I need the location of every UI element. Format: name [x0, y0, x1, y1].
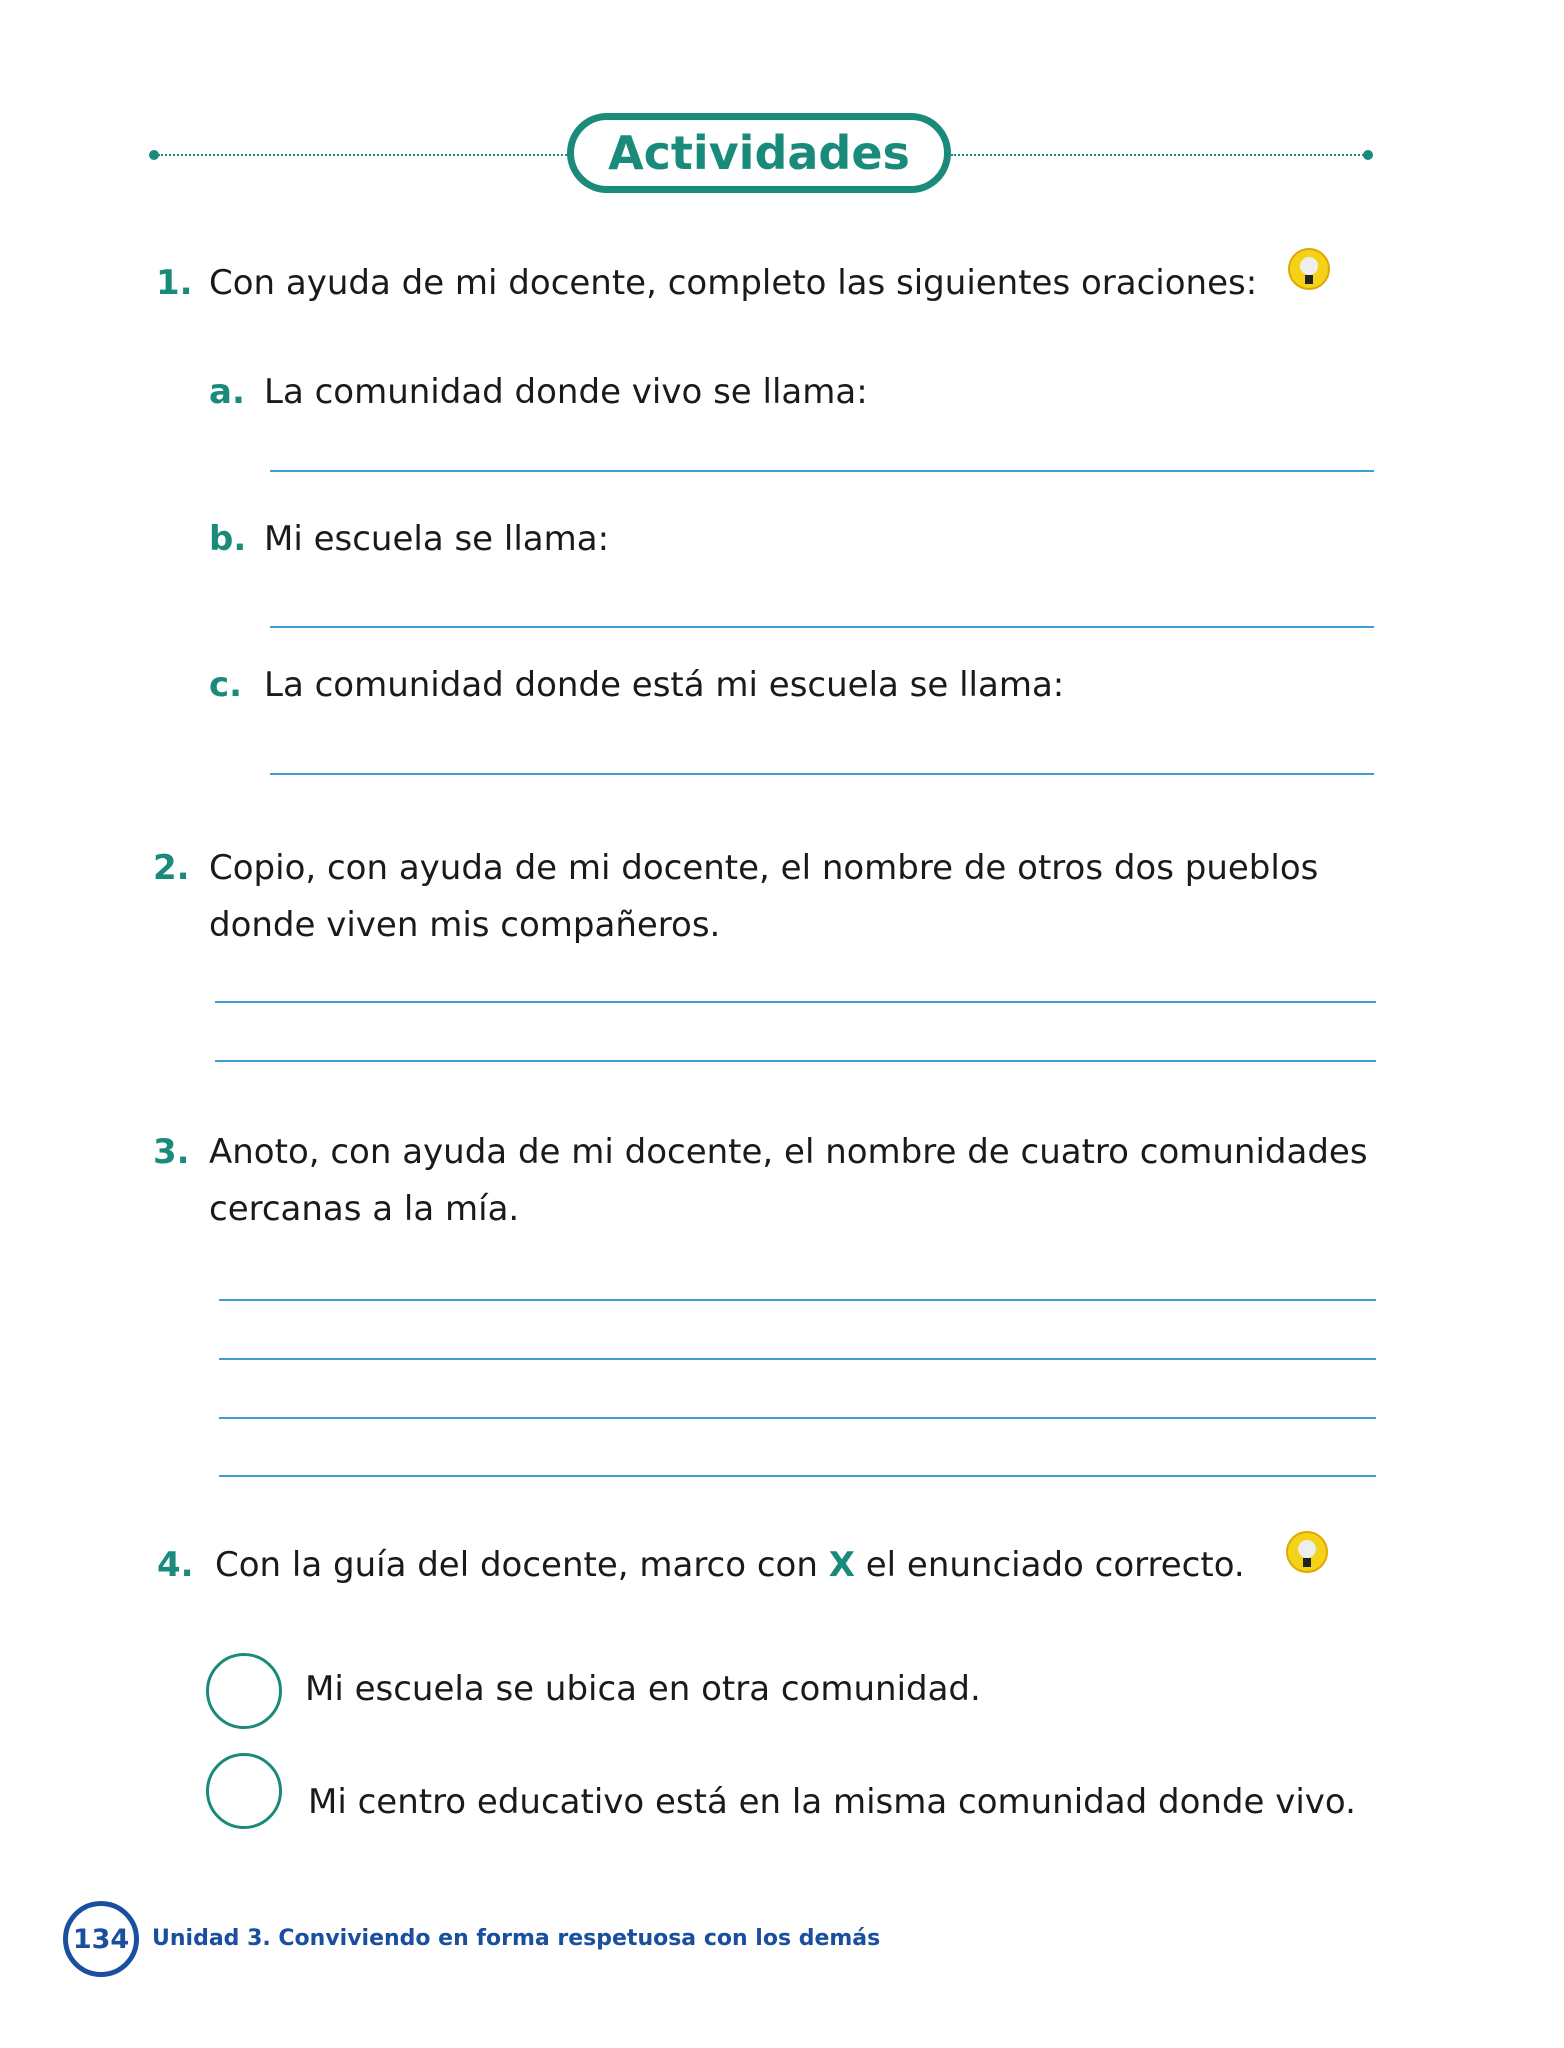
q2-answer-line[interactable] [215, 1001, 1376, 1003]
option-2-checkbox[interactable] [206, 1753, 282, 1829]
q3-answer-line[interactable] [219, 1417, 1376, 1419]
section-title: Actividades [608, 126, 910, 180]
q1b-text: Mi escuela se llama: [264, 519, 610, 559]
q2-number: 2. [153, 848, 190, 888]
q1c-letter: c. [209, 665, 243, 705]
q3-text-line2: cercanas a la mía. [209, 1189, 520, 1229]
option-1-text: Mi escuela se ubica en otra comunidad. [305, 1669, 981, 1709]
lightbulb-icon [1285, 1530, 1329, 1578]
q1a-text: La comunidad donde vivo se llama: [264, 372, 868, 412]
q3-number: 3. [153, 1132, 190, 1172]
page-number: 134 [72, 1923, 130, 1955]
lightbulb-icon [1287, 247, 1331, 295]
header-dot-right [1363, 150, 1373, 160]
option-2-text: Mi centro educativo está en la misma comunidad donde vivo. [308, 1782, 1356, 1822]
q1a-answer-line[interactable] [270, 470, 1374, 472]
page-number-badge [63, 1901, 139, 1977]
section-title-pill [567, 113, 951, 193]
q1c-answer-line[interactable] [270, 773, 1374, 775]
header-divider-right [951, 154, 1364, 156]
q3-text-line1: Anoto, con ayuda de mi docente, el nombre de cuatro comunidades [209, 1132, 1368, 1172]
q4-mark: X [828, 1545, 855, 1585]
header-divider-left [158, 154, 567, 156]
q1c-text: La comunidad donde está mi escuela se llama: [264, 665, 1065, 705]
q4-text-after: el enunciado correcto. [854, 1545, 1245, 1585]
q2-text-line2: donde viven mis compañeros. [209, 905, 721, 945]
q3-answer-line[interactable] [219, 1475, 1376, 1477]
q1-text: Con ayuda de mi docente, completo las siguientes oraciones: [209, 263, 1258, 303]
q4-text-before: Con la guía del docente, marco con [215, 1545, 829, 1585]
q4-text [215, 1537, 1245, 1593]
q1b-letter: b. [209, 519, 247, 559]
q2-answer-line[interactable] [215, 1060, 1376, 1062]
q3-answer-line[interactable] [219, 1358, 1376, 1360]
q4-number: 4. [157, 1545, 194, 1585]
option-1-checkbox[interactable] [206, 1653, 282, 1729]
q2-text-line1: Copio, con ayuda de mi docente, el nombre de otros dos pueblos [209, 848, 1319, 888]
q3-answer-line[interactable] [219, 1299, 1376, 1301]
q1-number: 1. [156, 263, 193, 303]
footer-unit-title: Unidad 3. Conviviendo en forma respetuosa con los demás [152, 1926, 881, 1951]
q1b-answer-line[interactable] [270, 626, 1374, 628]
q1a-letter: a. [209, 372, 245, 412]
